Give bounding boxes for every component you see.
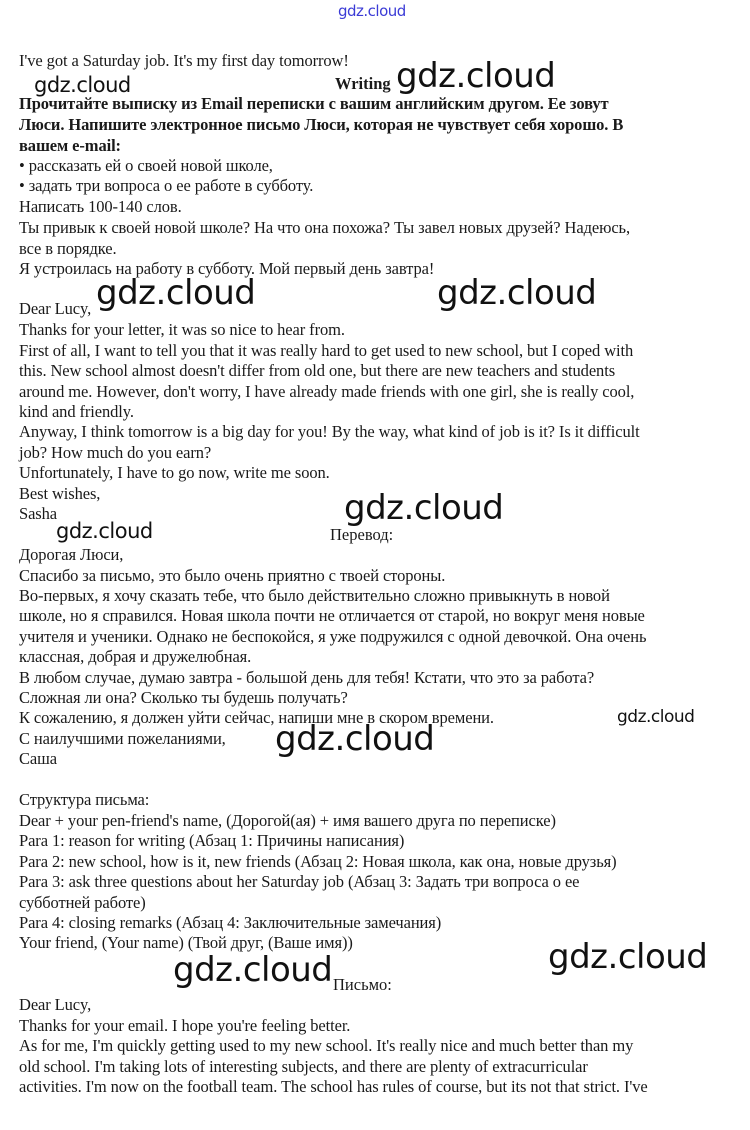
watermark: gdz.cloud	[96, 273, 256, 313]
letter2-line: activities. I'm now on the football team. The school has rules of course, but its not that strict. I've	[19, 1077, 648, 1096]
translation-line: школе, но я справился. Новая школа почти не отличается от старой, но вокруг меня новые	[19, 606, 645, 625]
bullet-item: • задать три вопроса о ее работе в субботу.	[19, 176, 314, 195]
translation-greeting: Дорогая Люси,	[19, 545, 124, 564]
extract-line: Я устроилась на работу в субботу. Мой первый день завтра!	[19, 259, 435, 278]
watermark: gdz.cloud	[344, 488, 504, 528]
watermark: gdz.cloud	[34, 73, 131, 97]
structure-line: Para 3: ask three questions about her Saturday job (Абзац 3: Задать три вопроса о ее	[19, 872, 580, 891]
translation-line: Сложная ли она? Сколько ты будешь получать?	[19, 688, 348, 707]
structure-line: субботней работе)	[19, 893, 146, 912]
watermark: gdz.cloud	[275, 719, 435, 759]
intro-line: I've got a Saturday job. It's my first day tomorrow!	[19, 51, 349, 70]
letter1-line: job? How much do you earn?	[19, 443, 212, 462]
extract-line: Ты привык к своей новой школе? На что она похожа? Ты завел новых друзей? Надеюсь,	[19, 218, 630, 237]
letter2-greeting: Dear Lucy,	[19, 995, 92, 1014]
structure-line: Para 1: reason for writing (Абзац 1: Причины написания)	[19, 831, 405, 850]
translation-line: классная, добрая и дружелюбная.	[19, 647, 252, 666]
letter1-line: Unfortunately, I have to go now, write me soon.	[19, 463, 330, 482]
letter1-line: First of all, I want to tell you that it was really hard to get used to new school, but I coped with	[19, 341, 634, 360]
task-line: Прочитайте выписку из Email переписки с вашим английским другом. Ее зовут	[19, 94, 609, 113]
letter1-line: Sasha	[19, 504, 57, 523]
watermark: gdz.cloud	[396, 56, 556, 96]
task-line: Люси. Напишите электронное письмо Люси, которая не чувствует себя хорошо. В	[19, 115, 624, 134]
letter1-line: this. New school almost doesn't differ from old one, but there are new teachers and students	[19, 361, 616, 380]
watermark: gdz.cloud	[173, 950, 333, 990]
letter1-line: kind and friendly.	[19, 402, 134, 421]
watermark: gdz.cloud	[56, 519, 153, 543]
translation-line: Спасибо за письмо, это было очень приятно с твоей стороны.	[19, 566, 446, 585]
translation-line: К сожалению, я должен уйти сейчас, напиши мне в скором времени.	[19, 708, 494, 727]
letter1-line: Thanks for your letter, it was so nice to hear from.	[19, 320, 345, 339]
translation-heading: Перевод:	[330, 525, 394, 544]
watermark-top: gdz.cloud	[338, 2, 406, 20]
translation-line: Во-первых, я хочу сказать тебе, что было действительно сложно привыкнуть в новой	[19, 586, 610, 605]
watermark: gdz.cloud	[548, 937, 708, 977]
structure-line: Your friend, (Your name) (Твой друг, (Ваше имя))	[19, 933, 353, 952]
letter2-line: Thanks for your email. I hope you're feeling better.	[19, 1016, 351, 1035]
letter1-line: Best wishes,	[19, 484, 101, 503]
structure-line: Dear + your pen-friend's name, (Дорогой(ая) + имя вашего друга по переписке)	[19, 811, 556, 830]
letter1-line: Anyway, I think tomorrow is a big day for you! By the way, what kind of job is it? Is it difficult	[19, 422, 640, 441]
letter1-greeting: Dear Lucy,	[19, 299, 92, 318]
watermark: gdz.cloud	[437, 273, 597, 313]
structure-line: Para 4: closing remarks (Абзац 4: Заключительные замечания)	[19, 913, 442, 932]
letter-heading: Письмо:	[333, 975, 392, 994]
bullet-item: • рассказать ей о своей новой школе,	[19, 156, 273, 175]
extract-line: все в порядке.	[19, 239, 117, 258]
watermark: gdz.cloud	[617, 707, 695, 727]
task-line: вашем e-mail:	[19, 136, 121, 155]
letter2-line: old school. I'm taking lots of interesting subjects, and there are plenty of extracurricular	[19, 1057, 588, 1076]
word-count: Написать 100-140 слов.	[19, 197, 182, 216]
translation-line: В любом случае, думаю завтра - большой день для тебя! Кстати, что это за работа?	[19, 668, 595, 687]
translation-line: С наилучшими пожеланиями,	[19, 729, 226, 748]
letter1-line: around me. However, don't worry, I have already made friends with one girl, she is really cool,	[19, 382, 635, 401]
letter2-line: As for me, I'm quickly getting used to my new school. It's really nice and much better than my	[19, 1036, 634, 1055]
structure-line: Para 2: new school, how is it, new friends (Абзац 2: Новая школа, как она, новые друзья)	[19, 852, 617, 871]
section-heading-writing: Writing	[335, 74, 391, 93]
structure-title: Структура письма:	[19, 790, 150, 809]
translation-line: Саша	[19, 749, 57, 768]
translation-line: учителя и ученики. Однако не беспокойся, я уже подружился с одной девочкой. Она очень	[19, 627, 647, 646]
